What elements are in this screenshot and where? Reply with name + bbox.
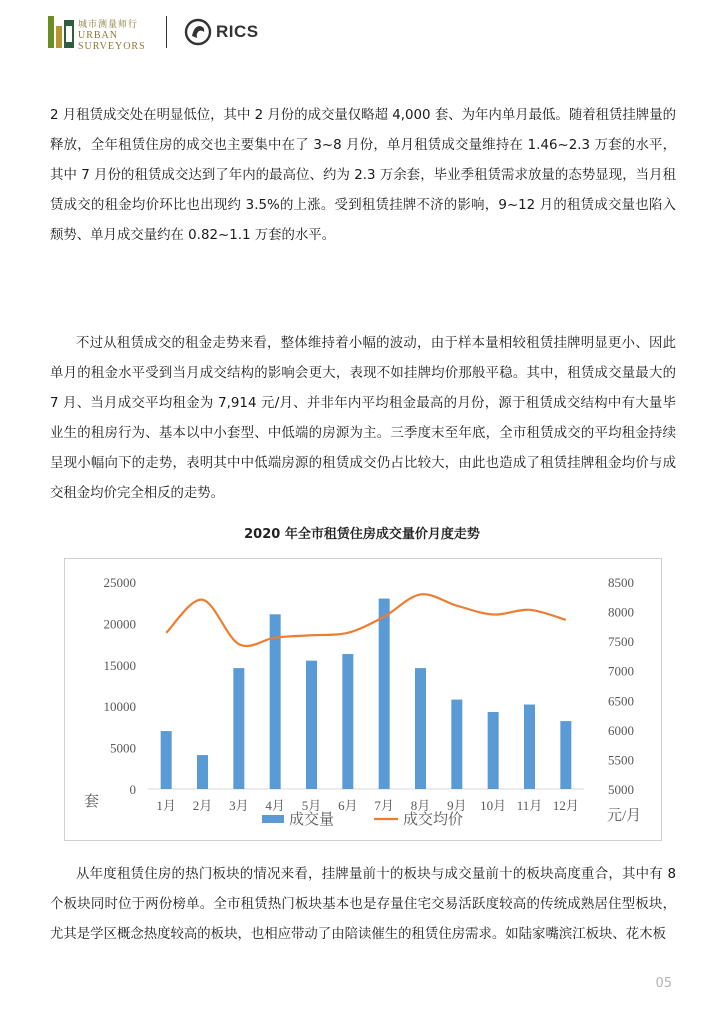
- y-left-tick-label: 0: [129, 782, 136, 797]
- logo-english-line-1: URBAN: [78, 30, 119, 41]
- x-tick-label: 1月: [156, 798, 176, 813]
- x-tick-label: 4月: [265, 798, 285, 813]
- legend-bar-swatch: [262, 815, 284, 823]
- paragraph-2: 不过从租赁成交的租金走势来看，整体维持着小幅的波动，由于样本量相较租赁挂牌明显更小、因此单月的租金水平受到当月成交结构的影响会更大，表现不如挂牌均价那般平稳。其中，租赁成交量最大的 7 月、当月成交平均租金为 7,914 元/月、并非年内平均租金最高的月份，源于租赁成交结构中有大量毕业生的租房行为、基本以中小套型、中低端的房源为主。三季度末至年底，全市租赁成交的平均租金持续呈现小幅向下的走势，表明其中中低端房源的租赁成交仍占比较大，由此也造成了租赁挂牌租金均价与成交租金均价完全相反的走势。: [50, 336, 676, 501]
- x-tick-label: 6月: [338, 798, 358, 813]
- y-left-tick-label: 15000: [103, 657, 136, 673]
- bar-8: [415, 668, 426, 789]
- bar-2: [197, 755, 208, 789]
- paragraph-3: 从年度租赁住房的热门板块的情况来看，挂牌量前十的板块与成交量前十的板块高度重合，其中有 8 个板块同时位于两份榜单。全市租赁热门板块基本也是存量住宅交易活跃度较高的传统成熟居住型板块，尤其是学区概念热度较高的板块，也相应带动了由陪读催生的租赁住房需求。如陆家嘴滨江板块、花木板: [50, 867, 676, 942]
- y-right-tick-label: 8000: [608, 604, 634, 620]
- urban-surveyors-wordmark: [78, 17, 146, 52]
- rics-lion-icon: [184, 18, 212, 46]
- y-left-tick-label: 5000: [110, 740, 136, 756]
- bar-4: [270, 614, 281, 789]
- x-tick-label: 11月: [516, 798, 543, 813]
- bar-11: [524, 705, 535, 789]
- rics-wordmark: RICS: [216, 22, 259, 41]
- y-right-tick-label: 8500: [608, 575, 634, 590]
- paragraph-1: 2 月租赁成交处在明显低位，其中 2 月份的成交量仅略超 4,000 套、为年内单月最低。随着租赁挂牌量的释放，全年租赁住房的成交也主要集中在了 3~8 月份，单月租赁成交量维持在 1.46~2.3 万套的水平，其中 7 月份的租赁成交达到了年内的最高位、约为 2.3 万余套，毕业季租赁需求放量的态势显现，当月租赁成交的租金均价环比也出现约 3.5%的上涨。受到租赁挂牌不济的影响，9~12 月的租赁成交量也陷入颓势、单月成交量约在 0.82~1.1 万套的水平。: [50, 108, 676, 243]
- y-right-tick-label: 5000: [608, 782, 634, 797]
- chart-title: 2020 年全市租赁住房成交量价月度走势: [244, 527, 480, 542]
- y-left-axis-label: 套: [84, 794, 100, 810]
- y-left-tick-label: 10000: [103, 699, 136, 715]
- y-left-tick-label: 25000: [103, 575, 136, 590]
- header-divider: [166, 16, 167, 48]
- bar-1: [161, 731, 172, 789]
- x-tick-label: 10月: [480, 798, 507, 813]
- y-left-tick-label: 20000: [103, 616, 136, 632]
- y-right-tick-label: 6500: [608, 693, 634, 709]
- bar-6: [342, 654, 353, 789]
- y-right-axis-label: 元/月: [607, 808, 642, 824]
- y-right-tick-label: 7500: [608, 634, 634, 650]
- urban-surveyors-logo-icon: [48, 16, 74, 48]
- bar-12: [560, 721, 571, 789]
- y-right-tick-label: 6000: [608, 722, 634, 738]
- bar-5: [306, 661, 317, 789]
- page-header: [48, 14, 308, 52]
- x-tick-label: 2月: [192, 798, 213, 813]
- legend-bar-label: 成交量: [289, 812, 335, 828]
- avg-price-line: [166, 594, 566, 646]
- bar-7: [379, 599, 390, 789]
- bar-10: [488, 712, 499, 789]
- logo-english-line-2: SURVEYORS: [78, 41, 146, 52]
- y-right-tick-label: 5500: [608, 752, 634, 768]
- page-number: 05: [655, 976, 672, 991]
- x-tick-label: 12月: [552, 798, 579, 813]
- bar-9: [451, 700, 462, 789]
- x-tick-label: 7月: [374, 798, 394, 813]
- rent-volume-price-chart: [64, 558, 662, 841]
- x-tick-label: 8月: [410, 798, 431, 813]
- y-right-tick-label: 7000: [608, 663, 634, 679]
- logo-chinese-name: 城市测量师行: [78, 19, 139, 29]
- x-tick-label: 9月: [447, 798, 467, 813]
- x-tick-label: 3月: [229, 798, 249, 813]
- legend-line-label: 成交均价: [403, 812, 464, 828]
- x-tick-label: 5月: [301, 798, 322, 813]
- bar-3: [233, 668, 244, 789]
